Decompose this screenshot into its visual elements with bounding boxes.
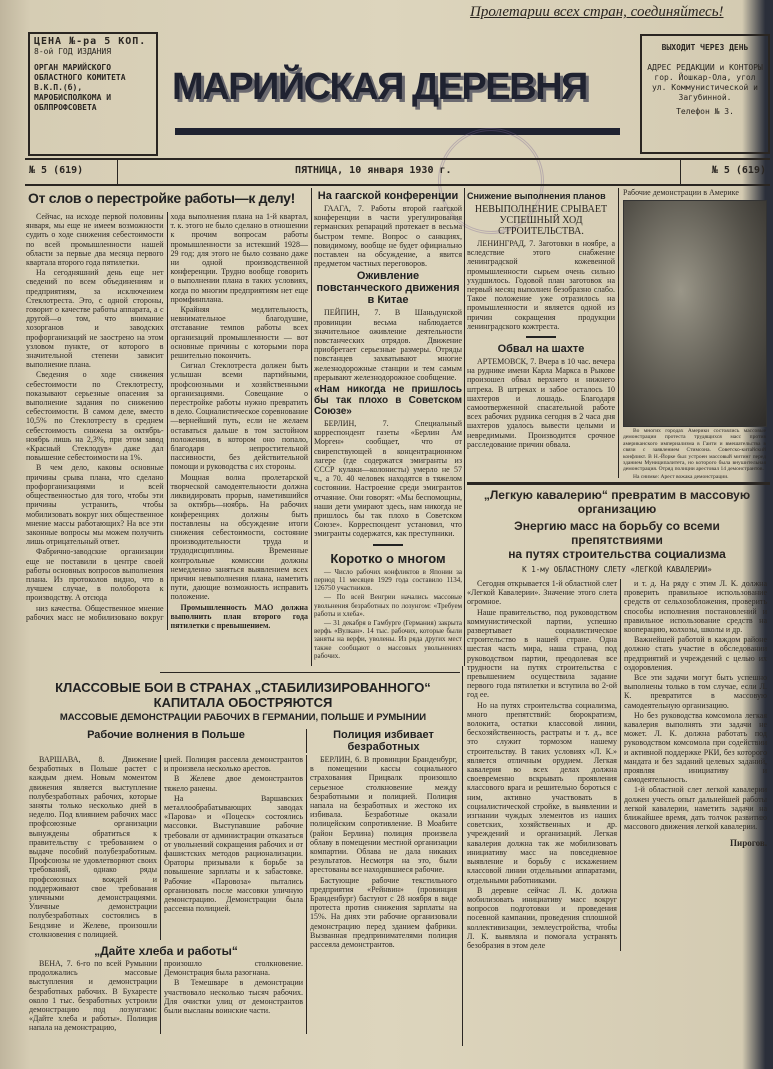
paragraph-conclusion: Промышленность МАО должна выполнить план второго года пятилетки с превышением. — [170, 602, 308, 630]
paragraph: произошло столкновение. Демонстрация была разогнана. — [164, 959, 303, 978]
emigrants-headline: «Нам никогда не пришлось бы так плохо в Советском Союзе» — [314, 384, 462, 418]
paragraph: Но на путях строительства социализма, много препятствий: бюрократизм, волокита, остатки классовой линии, бесхозяйственность, растраты и т. д., все это служит тормозом нашему строительству. В таких условиях «Л. К.» является отличным орудием. Легкая кавалерия во всех делах должна своевременно вскрывать проявления классового врага и решительно бороться с ним, активно участвовать в социалистической стройке, в выявлении и изгнании чуждых элементов из наших советских, хозяйственных и др. учреждений и организаций. Легкая кавалерия должна так же мобилизовать инициативу масс на повседневное выявление и борьбу с искажением классовой линии отдельными аппаратами, отдельными работниками. — [467, 700, 617, 885]
paragraph: Сегодня открывается 1-й областной слет «Легкой Кавалерии». Значение этого слета огромное. — [467, 579, 617, 607]
lead-article-body — [26, 212, 308, 630]
column-rule — [618, 188, 619, 478]
column-rule — [311, 188, 312, 666]
cavalry-headline: „Легкую кавалерию“ превратим в массовую организацию — [483, 488, 751, 516]
price: ЦЕНА №-ра 5 КОП. — [34, 36, 147, 47]
romania-column-1 — [26, 959, 160, 1034]
lead-headline: От слов о перестройке работы—к делу! — [28, 190, 295, 206]
demonstration-photo — [623, 200, 767, 427]
publication-year: 8-ой ГОД ИЗДАНИЯ — [34, 47, 112, 56]
slogan: Пролетарии всех стран, соединяйтесь! — [470, 4, 724, 20]
issue-number-left: № 5 (619) — [29, 165, 84, 176]
poland-column-1 — [26, 755, 160, 940]
section-rule — [467, 482, 770, 485]
title-underline — [175, 128, 620, 135]
brief-item: — Число рабочих конфликтов в Японии за период 11 месяцев 1929 года составило 1134, 126750 участников. — [314, 567, 462, 593]
address: АДРЕС РЕДАКЦИИ и КОНТОРЫ гор. Йошкар-Ола, угол ул. Коммунистической и Загубинной. — [647, 63, 763, 102]
cavalry-headline-3: на путях строительства социализма — [508, 547, 726, 561]
cavalry-subhead: К 1-му ОБЛАСТНОМУ СЛЕТУ «ЛЕГКОЙ КАВАЛЕРИИ» — [522, 565, 712, 574]
info-box — [640, 34, 770, 154]
china-headline: Оживление повстанческого движения в Китае — [316, 270, 460, 307]
mine-collapse-headline: Обвал на шахте — [497, 343, 585, 356]
photo-title: Рабочие демонстрации в Америке — [623, 188, 739, 197]
kicker: Снижение выполнения планов — [467, 191, 606, 201]
romania-column-2 — [160, 959, 306, 1034]
paragraph: Сигнал Стеклотреста должен быть услышан всеми партийными, профсоюзными и хозяйственными организациями. Совещание о перестройке работы нужно превратить в дело. Социалистическое соревнование—вернейший путь, если не желаем оставаться дальше в том застойном положении, в котором оно попало, благодаря непростительной пассивности, без действительной помощи и руководства с их стороны. — [170, 361, 308, 472]
divider — [526, 336, 556, 338]
paragraph: В деревне сейчас Л. К. должна мобилизовать инициативу масс вокруг вопросов подготовки и проведения посевной кампании, проведения сплошной коллективизации, землеустройства, чтобы Л. К. выявляла и помогала устранять безобразия в этом деле — [467, 885, 617, 950]
classwar-subhead: МАССОВЫЕ ДЕМОНСТРАЦИИ РАБОЧИХ В ГЕРМАНИИ, ПОЛЬШЕ И РУМЫНИИ — [59, 712, 427, 723]
issue-number-right: № 5 (619) — [711, 165, 766, 176]
paragraph: низ качества. Общественное мнение рабочих масс не мобилизовано вокруг хода выполнения плана на 1-й квартал, т. к. этого не было сделано в отношении к прочим вопросам работы промышленности за истекший 1928—29 год; для этого не было созвано даже ни одной производственной конференции. Трудно вообще говорить о выполнении плана в таких условиях, когда по многим предприятиям нет еще промфинплана. — [26, 212, 308, 622]
paragraph: БЕРЛИН, 6. В провинции Бранденбург, в помещении кассы социального страхования Прицвалк произошло серьезное столкновение между безработными и полицией. Полиция напала на безработных и жестоко их избивала. Безработные оказали полицейским сопротивление. В Моабите (район Берлина) полиция произвела облаву в помещении местной организации компартии. Облава не дала никаких результатов. Несмотря на это, были арестованы все находившиеся рабочие. — [310, 755, 457, 875]
section-rule — [160, 672, 460, 673]
paragraph: и т. д. На ряду с этим Л. К. должна проверить правильное использование средств от сельхозобложения, проверить способы исполнения постановлений и правильное использование средств на кооперацию, колхозы, школы и др. — [624, 579, 767, 635]
romania-headline: „Дайте хлеба и работы“ — [94, 944, 238, 959]
paragraph: Фабрично-заводские организации еще не поставили в центре своей работы основных вопросов выполнения плана. Из протоколов видно, что в лучшем случае, в полоборота к производству. А отсюда — [26, 547, 164, 603]
paragraph: Все эти задачи могут быть успешно выполнены только в том случае, если Л. К. превратится в массовую самодеятельную организацию. — [624, 673, 767, 710]
poland-column-2 — [160, 755, 306, 940]
paragraph: цией. Полиция рассеяла демонстрантов и произвела несколько арестов. — [164, 755, 303, 774]
leningrad-text: ЛЕНИНГРАД, 7. Заготовки в ноябре, а вследствие этого снабжение ленинградской кожевенной промышленности сырьем очень сильно ухудшилось. Годовой план заготовок на первый месяц выполнен безобразно слабо. Такое положение уже отразилось на промышленности и является одной из причин сокращения продукции ленинградского кожтреста. — [467, 239, 615, 331]
divider — [373, 544, 403, 546]
paragraph: ВЕНА, 7. 6-го по всей Румынии продолжались массовые выступления и демонстрации безработных рабочих. В Бухаресте около 1 тыс. безработных устроили демонстрацию под лозунгами: «Дайте хлеба и работы». Полиция напала на демонстрацию, — [29, 959, 157, 1033]
frequency: ВЫХОДИТ ЧЕРЕЗ ДЕНЬ — [661, 43, 749, 52]
dateline — [25, 158, 770, 186]
emigrants-text: БЕРЛИН, 7. Специальный корреспондент газеты «Берлин Ам Морген» сообщает, что от свирепствующей в концентрационном лагере (где содержатся эмигранты из СССР кулаки—колонисты) умерло не 57 ч., а 70. 40 человек находятся в тяжелом состоянии. Настроение среди эмигрантов отчаяние. Они говорят: «Мы беспомощны, наши дети умирают здесь, нам никогда не пришлось бы так плохо в Советском Союзе». Корреспондент установил, что эмигранты содержатся, как преступники. — [314, 419, 462, 539]
paragraph: Сейчас, на исходе первой половины января, мы еще не имеем возможности судить о ходе снижения себестоимости по всей промышленности нашей области за первые два месяца первого квартала второго года пятилетки. — [26, 212, 164, 268]
phone: Телефон № 3. — [676, 107, 734, 116]
cavalry-column-1 — [467, 579, 620, 951]
domestic-news-column — [467, 188, 615, 450]
paragraph: В Темешваре в демонстрации участвовало несколько тысяч рабочих. Для очистки улиц от демонстрантов были высланы воинские части. — [164, 978, 303, 1016]
photo-caption — [623, 428, 766, 481]
paragraph: Важнейшей работой в каждом районе должно стать участие в обследовании предприятий и учреждений с целью их оздоровления. — [624, 635, 767, 672]
divider — [117, 160, 118, 184]
cavalry-article — [467, 488, 767, 951]
caption-text: На снимке: Арест вожака демонстрации. — [633, 473, 729, 480]
organ-line: ОРГАН МАРИЙСКОГО ОБЛАСТНОГО КОМИТЕТА В.К.П.(б), МАРОБИСПОЛКОМА И ОБЛПРОФСОВЕТА — [34, 63, 126, 112]
paragraph: 1-й областной слет легкой кавалерии должен учесть опыт дальнейшей работы легкой кавалерии, наметить задачи на ближайшее время, дать толчок развитию массового движения легкой кавалерии. — [624, 785, 767, 832]
paragraph: На сегодняшний день еще нет сведений по всем объединениям и предприятиям, за исключением Стеклотреста. Это, с одной стороны, говорит о качестве работы аппарата, а с другой—о том, что внимание хозорганов и заводских профорганизаций не заострено на этом узловом пункте, от которого в значительной степени зависит выполнение плана. — [26, 268, 164, 370]
brief-item: — 31 декабря в Гамбурге (Германия) закрыта верфь «Вулкан». 14 тыс. рабочих, которые были заняты на верфи, уволены. Из ряда других мест также сообщают о массовых увольнениях рабочих. — [314, 618, 462, 660]
paragraph: На Варшавских металлообрабатывающих заводах «Парова» и «Поцеск» состоялись массовки. Выступавшие рабочие требовали от администрации отказаться от увольнений сокращения рабочих и от фашистских методов рационализации. Ораторы призывали к борьбе за повышение зарплаты и к забастовке. Рабочие «Паровоза» пытались организовать после массовки уличную демонстрацию. Демонстрации была рассеяна полицией. — [164, 793, 303, 914]
gaaga-headline: На гаагской конференции — [317, 190, 459, 202]
gaaga-text: ГААГА, 7. Работы второй гаагской конференции в части урегулирования германских репараций протекает в весьма быстром темпе. Вопрос о санкциях, повидимому, вообще не будет официально поставлен на обсуждение, а явится предметом частных переговоров. — [314, 204, 462, 269]
mine-collapse-text: АРТЕМОВСК, 7. Вчера в 10 час. вечера на руднике имени Карла Маркса в Рыкове произошел обвал верхнего и нижнего штрека. В штреках и забое осталось 10 шахтеров и лошадь. Благодаря самоотверженной спасательной работе всех рабочих рудника сегодня в 2 часа дня шахтеров удалось вывести целыми и невредимыми. Производится срочное расследование причин обвала. — [467, 357, 615, 449]
germany-column — [306, 755, 460, 1034]
paragraph: В чем дело, каковы основные причины срыва плана, что сделано профорганизациями и всей общественностью для того, чтобы эти причины устранить, чтобы мобилизовать вокруг них общественное мнение массы работающих? На все эти законные вопросы мы можем получить лишь отрицательный ответ. — [26, 463, 164, 547]
poland-headline: Рабочие волнения в Польше — [87, 729, 245, 741]
issue-date: ПЯТНИЦА, 10 января 1930 г. — [295, 165, 452, 176]
column-rule — [464, 188, 465, 666]
author-signature: Пирогов. — [730, 838, 767, 849]
germany-headline: Полиция избивает безработных — [306, 729, 460, 753]
paragraph: ВАРШАВА, 8. Движение безработных в Польше растет с каждым днем. Новым моментом движения является выступление полубезработных рабочих, которые заняты только несколько дней в неделю. Под влиянием рабочих масс профсоюзные организации вынуждены обратиться к правительству с требованием о выдаче пособий полубезработным. Профсоюзы не удовлетворяют своих требований, однако ряды профсоюзных вождей и поддерживают свое требования уличными демонстрациями. Уличные демонстрации полубезработных состоялись в Бендзине и Желеве, произошли столкновения с полицией. — [29, 755, 157, 939]
brief-item: — По всей Венгрии начались массовые увольнения безработных по лозунгом: «Требуем работы и хлеба». — [314, 593, 462, 618]
classwar-columns — [26, 727, 460, 1034]
china-text: ПЕЙПИН, 7. В Шаньдунской провинции весьма наблюдается значительное оживление деятельности повстанческих отрядов. Движение приобретает серьезные размеры. Отряды повстанцев захватывают многие железнодорожные станции и тем самым прерывают железнодорожное сообщение. — [314, 308, 462, 382]
paragraph: Наше правительство, под руководством коммунистической партии, успешно развертывает социалистическое строительство в нашей стране. Одна шестая часть мира, наша страна, под руководством партии, преодолевая все трудности на путях строительства с превышением осуществила задание первого года пятилетки и вступила во 2-ой год ее. — [467, 607, 617, 700]
paragraph: Сведения о ходе снижения себестоимости по Стеклотресту, показывают серьезные опасения за выполнение задания по снижению себестоимости. В самом деле, вместо 10,5% по Стеклотресту в среднем себестоимость снижена за октябрь-ноябрь лишь на 2,3%, при этом завод «Красный Стеклодув» даже дал повышение себестоимости на 1%. — [26, 370, 164, 463]
classwar-headline: КЛАССОВЫЕ БОИ В СТРАНАХ „СТАБИЛИЗИРОВАННОГО“ КАПИТАЛА ОБОСТРЯЮТСЯ — [55, 680, 431, 710]
paragraph: Но без руководства комсомола легкая кавалерия выполнять эти задачи не может. Л. К. должна работать под руководством комсомола при содействии и активной поддержке РКИ, без которого мандата и без заданий целевых заданий, проявляя инициативу и самодеятельность. — [624, 710, 767, 785]
cavalry-column-2 — [620, 579, 767, 951]
paragraph: Крайняя медлительность, невнимательное благодушие, отставание темпов работы всех организаций промышленности — вот основные причины с которыми пора решительно покончить. — [170, 305, 308, 361]
newspaper-title: МАРИЙСКАЯ ДЕРЕВНЯ — [172, 66, 587, 108]
cavalry-headline-2: Энергию масс на борьбу со всеми препятствиями — [514, 519, 720, 547]
leningrad-headline: НЕВЫПОЛНЕНИЕ СРЫВАЕТ УСПЕШНЫЙ ХОД СТРОИТЕЛЬСТВА. — [474, 204, 608, 237]
price-box — [28, 32, 158, 156]
paragraph: В Желеве двое демонстрантов тяжело ранены. — [164, 774, 303, 793]
classwar-article — [26, 680, 460, 1034]
paragraph: Бастующие рабочие текстильного предприятия «Рейнвин» (провинция Бранденбург) бастуют с 28 ноября в виде протеста против снижения зарплаты на 15%. На днях эти рабочие организовали демонстрацию перед зданием фабрики. Вызванная предпринимателями полиция рассеяла демонстрантов. — [310, 875, 457, 950]
column-rule — [462, 666, 463, 1046]
caption-text: Во многих городах Америки состоялись массовые демонстрации протеста трудящихся масс против американского империализма в Гаити и вмешательства в связи с заявлением Стимсона. Советско-китайский конфликт. В Н.-Йорке был устроен массовый митинг перед зданием Муниципалитета, но которого была внушительная демонстрация. Отряд полиции арестовал 14 демонстрантов. — [623, 428, 766, 473]
paragraph: Мощная волна пролетарской творческой самодеятельности должна ликвидировать прорыв, наметившийся за октябрь—ноябрь. На рабочих конференциях должны быть поставлены на обсуждение итоги снижения себестоимости, состояние производительности труда и трудодисциплины. Временные контрольные комиссии должны немедленно заняться выявлением всех причин невыполнения плана, наметить пути, дающие возможность исправить положение. — [170, 472, 308, 602]
divider — [680, 160, 681, 184]
cavalry-columns — [467, 579, 767, 951]
briefs-headline: Коротко о многом — [330, 550, 446, 566]
foreign-news-column — [314, 188, 462, 661]
